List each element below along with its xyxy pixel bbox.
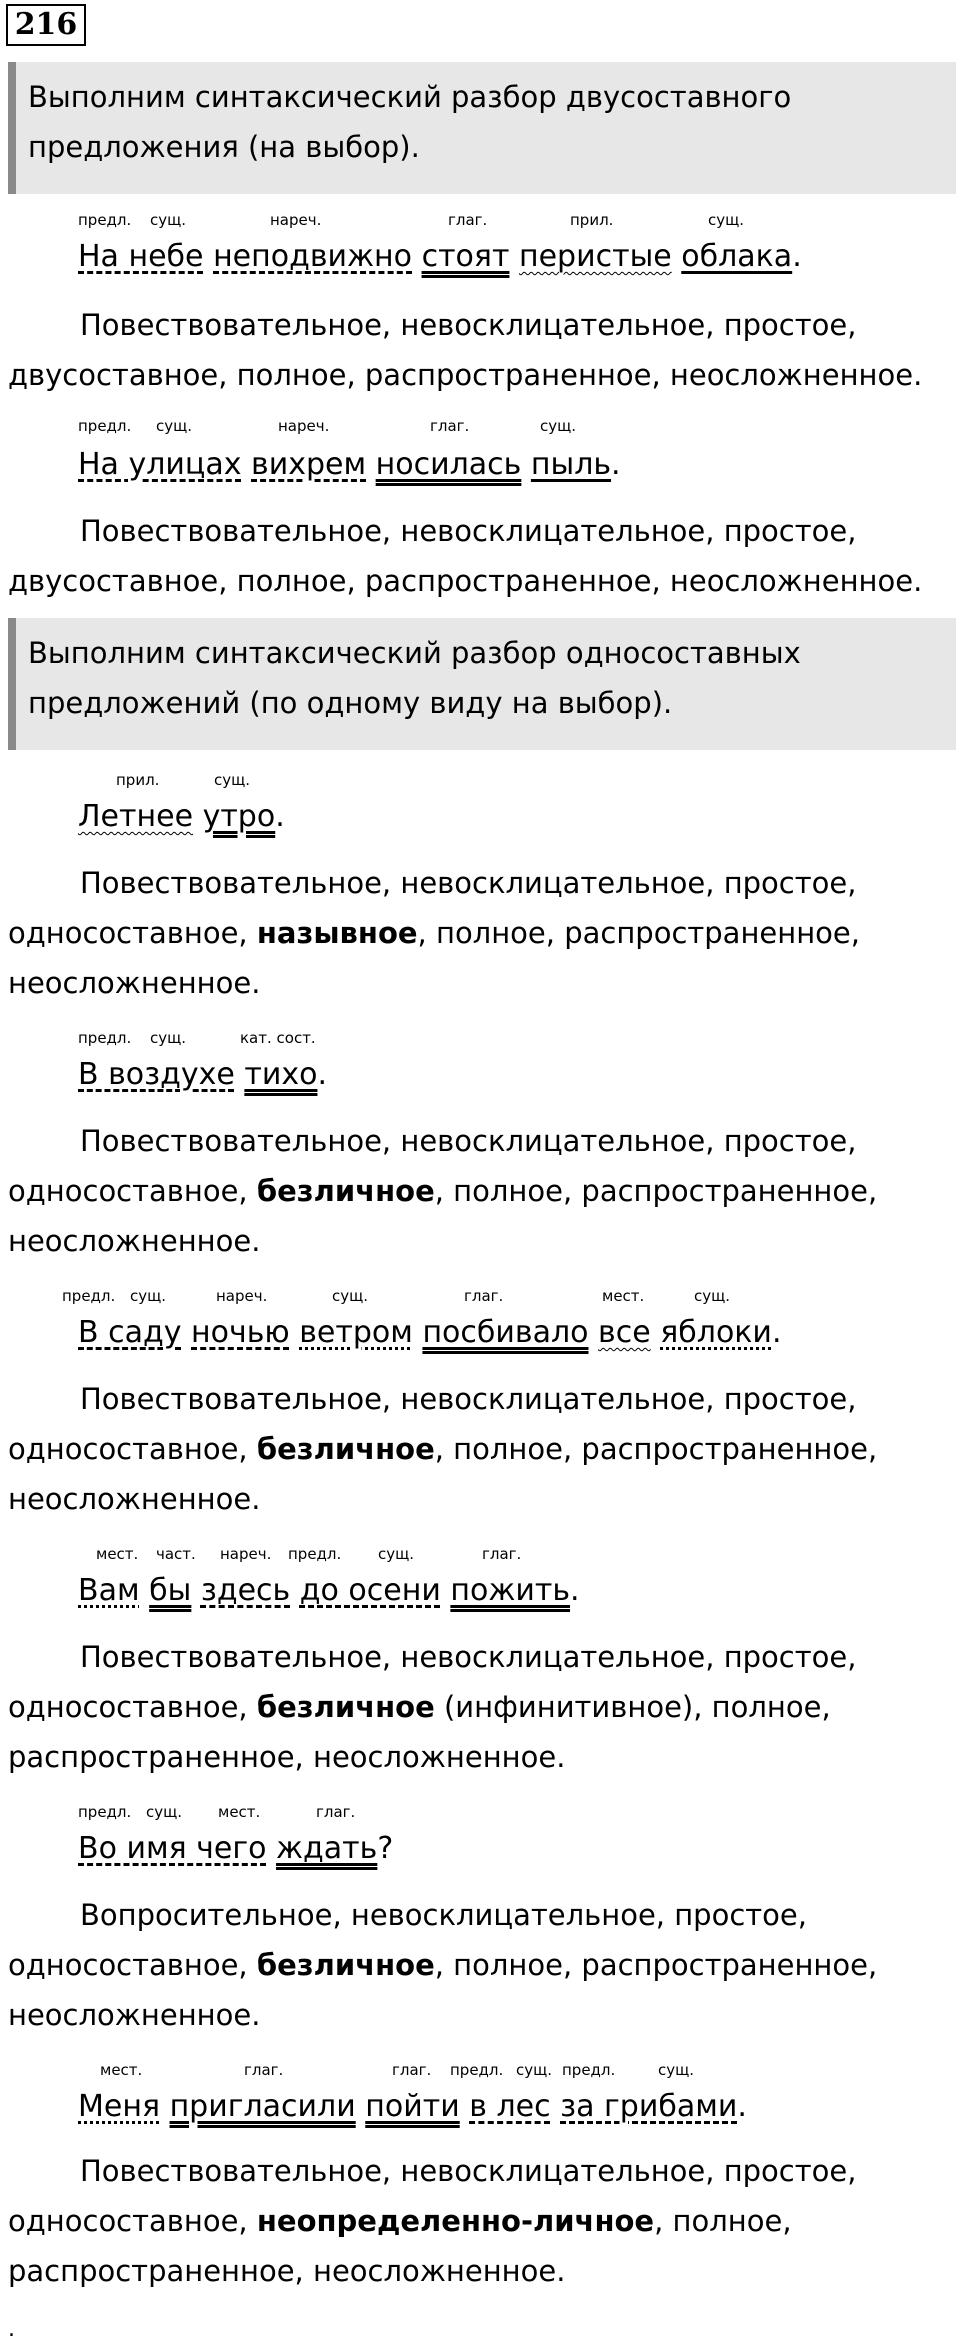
sentence-word <box>589 1315 599 1350</box>
pos-label: глаг. <box>392 2061 432 2079</box>
analysis-line-2 <box>8 2196 792 2246</box>
analysis-line-1: Повествовательное, невосклицательное, простое, <box>80 1382 857 1416</box>
pos-label: сущ. <box>150 1029 187 1047</box>
analysis-line-2 <box>8 1424 877 1474</box>
pos-label: сущ. <box>156 417 193 435</box>
pos-label: предл. <box>78 1029 132 1047</box>
pos-label: предл. <box>78 211 132 229</box>
pos-label: глаг. <box>464 1287 504 1305</box>
sentence-word: . <box>275 799 285 834</box>
sentence-word: бы <box>149 1573 192 1608</box>
sentence-word: На улицах <box>78 447 242 482</box>
pos-label: сущ. <box>130 1287 167 1305</box>
pos-label: предл. <box>450 2061 504 2079</box>
sentence-word: облака <box>681 239 793 274</box>
pos-label: кат. сост. <box>240 1029 316 1047</box>
sentence-word: яблоки <box>660 1315 772 1350</box>
sentence-word: пойти <box>365 2089 460 2124</box>
sentence-word: здесь <box>200 1573 291 1608</box>
sentence-word: утро <box>202 799 276 834</box>
pos-label: прил. <box>570 211 614 229</box>
sentence-word: В саду <box>78 1315 182 1350</box>
example-sentence <box>78 1570 580 1612</box>
sentence-word <box>651 1315 661 1350</box>
pos-label: нареч. <box>278 417 330 435</box>
instruction-band-1 <box>8 62 956 194</box>
task-number: 216 <box>6 4 86 46</box>
sentence-word <box>191 1573 201 1608</box>
sentence-word <box>160 2089 170 2124</box>
sentence-word: вихрем <box>251 447 367 482</box>
analysis-text: односоставное, <box>8 1174 257 1208</box>
sentence-word: до осени <box>299 1573 441 1608</box>
sentence-word: . <box>570 1573 580 1608</box>
sentence-word <box>266 1831 276 1866</box>
analysis-line-3: распространенное, неосложненное. <box>8 2254 566 2288</box>
analysis-line-1: Повествовательное, невосклицательное, простое, <box>80 514 857 548</box>
analysis-text: односоставное, <box>8 1432 257 1466</box>
pos-label: сущ. <box>516 2061 553 2079</box>
pos-label: сущ. <box>146 1803 183 1821</box>
analysis-line-2 <box>8 1682 831 1732</box>
analysis-line-2 <box>8 908 860 958</box>
sentence-word <box>412 239 422 274</box>
pos-label: част. <box>156 1545 196 1563</box>
analysis-line-3: неосложненное. <box>8 1224 261 1258</box>
pos-label: предл. <box>62 1287 116 1305</box>
sentence-word: Вам <box>78 1573 140 1608</box>
analysis-line-1: Повествовательное, невосклицательное, простое, <box>80 1124 857 1158</box>
pos-label: сущ. <box>708 211 745 229</box>
sentence-word <box>290 1315 300 1350</box>
analysis-text: , полное, распространенное, <box>434 1948 878 1982</box>
sentence-type: безличное <box>256 1690 435 1724</box>
pos-label: предл. <box>562 2061 616 2079</box>
pos-label: сущ. <box>694 1287 731 1305</box>
pos-label: нареч. <box>270 211 322 229</box>
sentence-word: перистые <box>518 239 672 274</box>
example-sentence <box>78 1828 393 1870</box>
pos-label: прил. <box>116 771 160 789</box>
sentence-word: На небе <box>78 239 204 274</box>
pos-label: мест. <box>100 2061 143 2079</box>
analysis-text: , полное, распространенное, <box>434 1432 878 1466</box>
pos-label: сущ. <box>658 2061 695 2079</box>
example-sentence <box>78 796 285 838</box>
example-sentence <box>78 236 802 278</box>
analysis-text: , полное, распространенное, <box>417 916 860 950</box>
sentence-word: пригласили <box>169 2089 356 2124</box>
sentence-type: назывное <box>256 916 418 950</box>
sentence-word <box>551 2089 561 2124</box>
pos-label: сущ. <box>214 771 251 789</box>
pos-label: сущ. <box>378 1545 415 1563</box>
sentence-word: в лес <box>469 2089 551 2124</box>
analysis-text: односоставное, <box>8 1690 257 1724</box>
analysis-line-2 <box>8 1166 877 1216</box>
sentence-word <box>140 1573 150 1608</box>
analysis-line-3: неосложненное. <box>8 1482 261 1516</box>
sentence-word: В воздухе <box>78 1057 235 1092</box>
sentence-word: . <box>317 1057 327 1092</box>
pos-label: глаг. <box>430 417 470 435</box>
pos-label: предл. <box>78 417 132 435</box>
band-2-line-1: Выполним синтаксический разбор односоставных <box>28 636 801 670</box>
pos-label: предл. <box>288 1545 342 1563</box>
sentence-word <box>356 2089 366 2124</box>
sentence-word <box>193 799 203 834</box>
sentence-word <box>441 1573 451 1608</box>
sentence-word: . <box>792 239 802 274</box>
pos-label: глаг. <box>244 2061 284 2079</box>
analysis-text: односоставное, <box>8 2204 257 2238</box>
analysis-line-1: Повествовательное, невосклицательное, простое, <box>80 1640 857 1674</box>
analysis-line-1: Вопросительное, невосклицательное, простое, <box>80 1898 807 1932</box>
pos-label: нареч. <box>220 1545 272 1563</box>
sentence-word: Во имя чего <box>78 1831 267 1866</box>
analysis-text: односоставное, <box>8 1948 257 1982</box>
example-sentence <box>78 1054 327 1096</box>
analysis-line-3: неосложненное. <box>8 966 261 1000</box>
pos-label: глаг. <box>448 211 488 229</box>
analysis-text: , полное, <box>654 2204 792 2238</box>
band-1-line-2: предложения (на выбор). <box>28 130 420 164</box>
analysis-text: , полное, распространенное, <box>434 1174 878 1208</box>
band-2-line-2: предложений (по одному виду на выбор). <box>28 686 673 720</box>
pos-label: мест. <box>602 1287 645 1305</box>
sentence-word: стоят <box>421 239 510 274</box>
analysis-text: односоставное, <box>8 916 257 950</box>
sentence-type: безличное <box>256 1948 435 1982</box>
sentence-word: Меня <box>78 2089 161 2124</box>
sentence-word <box>413 1315 423 1350</box>
sentence-word: все <box>598 1315 651 1350</box>
pos-label: глаг. <box>316 1803 356 1821</box>
sentence-word: пыль <box>530 447 612 482</box>
pos-label: мест. <box>96 1545 139 1563</box>
analysis-line-1: Повествовательное, невосклицательное, простое, <box>80 308 857 342</box>
pos-label: сущ. <box>150 211 187 229</box>
sentence-word: пожить <box>450 1573 571 1608</box>
trailing-dot: . <box>8 2317 15 2342</box>
pos-label: мест. <box>218 1803 261 1821</box>
sentence-word: . <box>737 2089 747 2124</box>
example-sentence <box>78 2086 747 2128</box>
analysis-text: (инфинитивное), полное, <box>434 1690 831 1724</box>
sentence-word: неподвижно <box>213 239 413 274</box>
sentence-word <box>460 2089 470 2124</box>
pos-label: сущ. <box>332 1287 369 1305</box>
sentence-word: . <box>611 447 621 482</box>
sentence-type: неопределенно-личное <box>256 2204 655 2238</box>
band-1-line-1: Выполним синтаксический разбор двусоставного <box>28 80 792 114</box>
sentence-word: ветром <box>299 1315 413 1350</box>
instruction-band-2 <box>8 618 956 750</box>
analysis-line-1: Повествовательное, невосклицательное, простое, <box>80 866 857 900</box>
example-sentence <box>78 444 621 486</box>
sentence-word: за грибами <box>560 2089 738 2124</box>
sentence-word <box>509 239 519 274</box>
sentence-word <box>204 239 214 274</box>
analysis-line-3: распространенное, неосложненное. <box>8 1740 566 1774</box>
analysis-line-2 <box>8 1940 877 1990</box>
example-sentence <box>78 1312 781 1354</box>
sentence-word: ждать <box>276 1831 378 1866</box>
sentence-word <box>241 447 251 482</box>
sentence-word <box>235 1057 245 1092</box>
sentence-word: ? <box>377 1831 394 1866</box>
analysis-line-1: Повествовательное, невосклицательное, простое, <box>80 2154 857 2188</box>
sentence-word: носилась <box>375 447 522 482</box>
analysis-line-2: двусоставное, полное, распространенное, неосложненное. <box>8 564 923 598</box>
sentence-word <box>672 239 682 274</box>
pos-label: нареч. <box>216 1287 268 1305</box>
sentence-word: посбивало <box>422 1315 589 1350</box>
sentence-word: Летнее <box>78 799 194 834</box>
sentence-word: тихо <box>244 1057 318 1092</box>
sentence-type: безличное <box>256 1432 435 1466</box>
sentence-word: ночью <box>191 1315 290 1350</box>
sentence-word <box>290 1573 300 1608</box>
pos-label: сущ. <box>540 417 577 435</box>
analysis-line-2: двусоставное, полное, распространенное, неосложненное. <box>8 358 923 392</box>
analysis-line-3: неосложненное. <box>8 1998 261 2032</box>
pos-label: предл. <box>78 1803 132 1821</box>
sentence-type: безличное <box>256 1174 435 1208</box>
sentence-word <box>521 447 531 482</box>
sentence-word: . <box>771 1315 782 1350</box>
sentence-word <box>366 447 376 482</box>
pos-label: глаг. <box>482 1545 522 1563</box>
sentence-word <box>182 1315 192 1350</box>
